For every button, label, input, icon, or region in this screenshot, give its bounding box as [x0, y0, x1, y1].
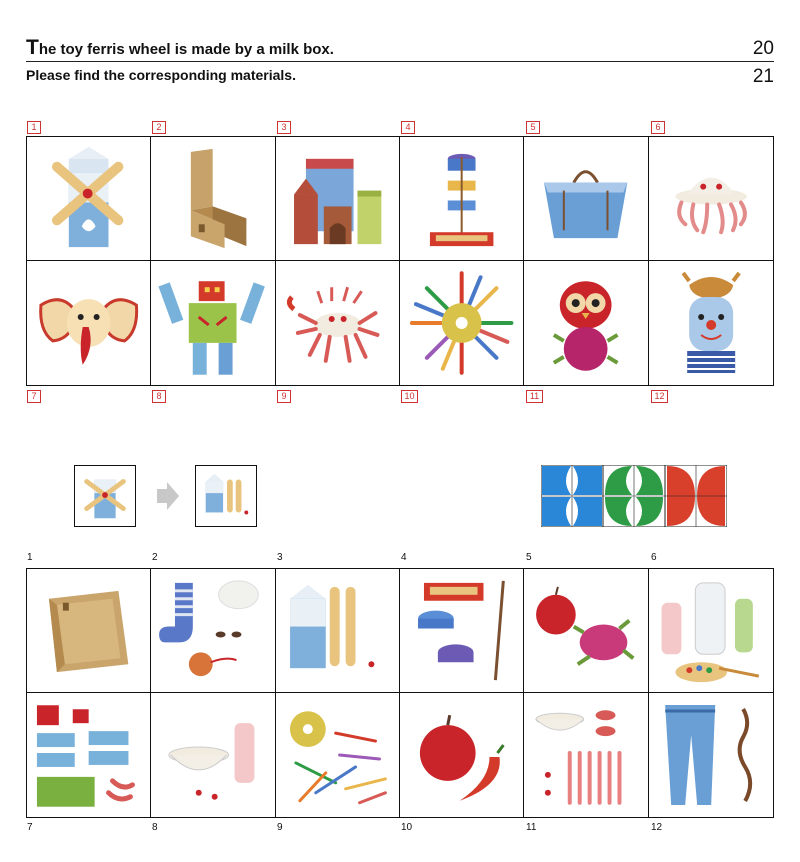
- example-toy-thumbnail: [74, 465, 136, 527]
- material-bottles-palette[interactable]: [649, 569, 773, 693]
- material-bowl-spoons-straws[interactable]: [524, 693, 648, 817]
- toy-bottle-clown[interactable]: [649, 261, 773, 385]
- bottom-label-8: 8: [152, 822, 158, 833]
- page-number-left: 20: [752, 38, 774, 59]
- toy-apple-elephant[interactable]: [27, 261, 151, 385]
- bottom-label-2: 2: [152, 552, 158, 563]
- bottom-label-4: 4: [401, 552, 407, 563]
- bottom-label-7: 7: [27, 822, 33, 833]
- toy-dragonfruit-owl[interactable]: [524, 261, 648, 385]
- top-label-4: 4: [401, 121, 415, 134]
- example-materials-thumbnail: [195, 465, 257, 527]
- top-label-10: 10: [401, 390, 418, 403]
- top-label-1: 1: [27, 121, 41, 134]
- top-label-2: 2: [152, 121, 166, 134]
- toys-grid: [26, 136, 774, 386]
- toy-castle[interactable]: [276, 137, 400, 261]
- top-label-3: 3: [277, 121, 291, 134]
- material-foam-blocks[interactable]: [27, 693, 151, 817]
- bottom-label-12: 12: [651, 822, 663, 833]
- bottom-label-6: 6: [651, 552, 657, 563]
- header-rule: [26, 61, 774, 62]
- bottom-label-5: 5: [526, 552, 532, 563]
- toy-pencil-sun[interactable]: [400, 261, 524, 385]
- material-sock-cotton-yarn[interactable]: [151, 569, 275, 693]
- title-rest: he toy ferris wheel is made by a milk box.: [38, 41, 334, 58]
- bottom-label-9: 9: [277, 822, 283, 833]
- page-number-right: 21: [752, 66, 774, 87]
- material-milk-box-sticks[interactable]: [276, 569, 400, 693]
- color-shape-puzzle[interactable]: [541, 465, 727, 527]
- materials-grid: [26, 568, 774, 818]
- page-subtitle: Please find the corresponding materials.: [26, 67, 296, 83]
- bottom-label-11: 11: [526, 822, 537, 833]
- material-jeans-rope[interactable]: [649, 693, 773, 817]
- top-label-8: 8: [152, 390, 166, 403]
- toy-spinning-tower[interactable]: [400, 137, 524, 261]
- material-cardboard-box[interactable]: [27, 569, 151, 693]
- material-bowl-bottle[interactable]: [151, 693, 275, 817]
- top-label-11: 11: [526, 390, 543, 403]
- material-apple-chili[interactable]: [400, 693, 524, 817]
- toy-chair[interactable]: [151, 137, 275, 261]
- material-cd-pencils[interactable]: [276, 693, 400, 817]
- top-label-5: 5: [526, 121, 540, 134]
- title-first-letter: T: [26, 36, 39, 59]
- bottom-label-3: 3: [277, 552, 283, 563]
- bottom-label-10: 10: [401, 822, 413, 833]
- top-label-6: 6: [651, 121, 665, 134]
- material-apple-dragonfruit[interactable]: [524, 569, 648, 693]
- arrow-right-icon: [157, 482, 179, 510]
- toy-spider-crab[interactable]: [276, 261, 400, 385]
- page-title: [26, 36, 334, 60]
- bottom-label-1: 1: [27, 552, 33, 563]
- top-label-7: 7: [27, 390, 41, 403]
- toy-jellyfish[interactable]: [649, 137, 773, 261]
- top-label-9: 9: [277, 390, 291, 403]
- toy-ferris-wheel[interactable]: [27, 137, 151, 261]
- toy-block-robot[interactable]: [151, 261, 275, 385]
- toy-denim-bag[interactable]: [524, 137, 648, 261]
- top-label-12: 12: [651, 390, 668, 403]
- material-tray-tape-stick[interactable]: [400, 569, 524, 693]
